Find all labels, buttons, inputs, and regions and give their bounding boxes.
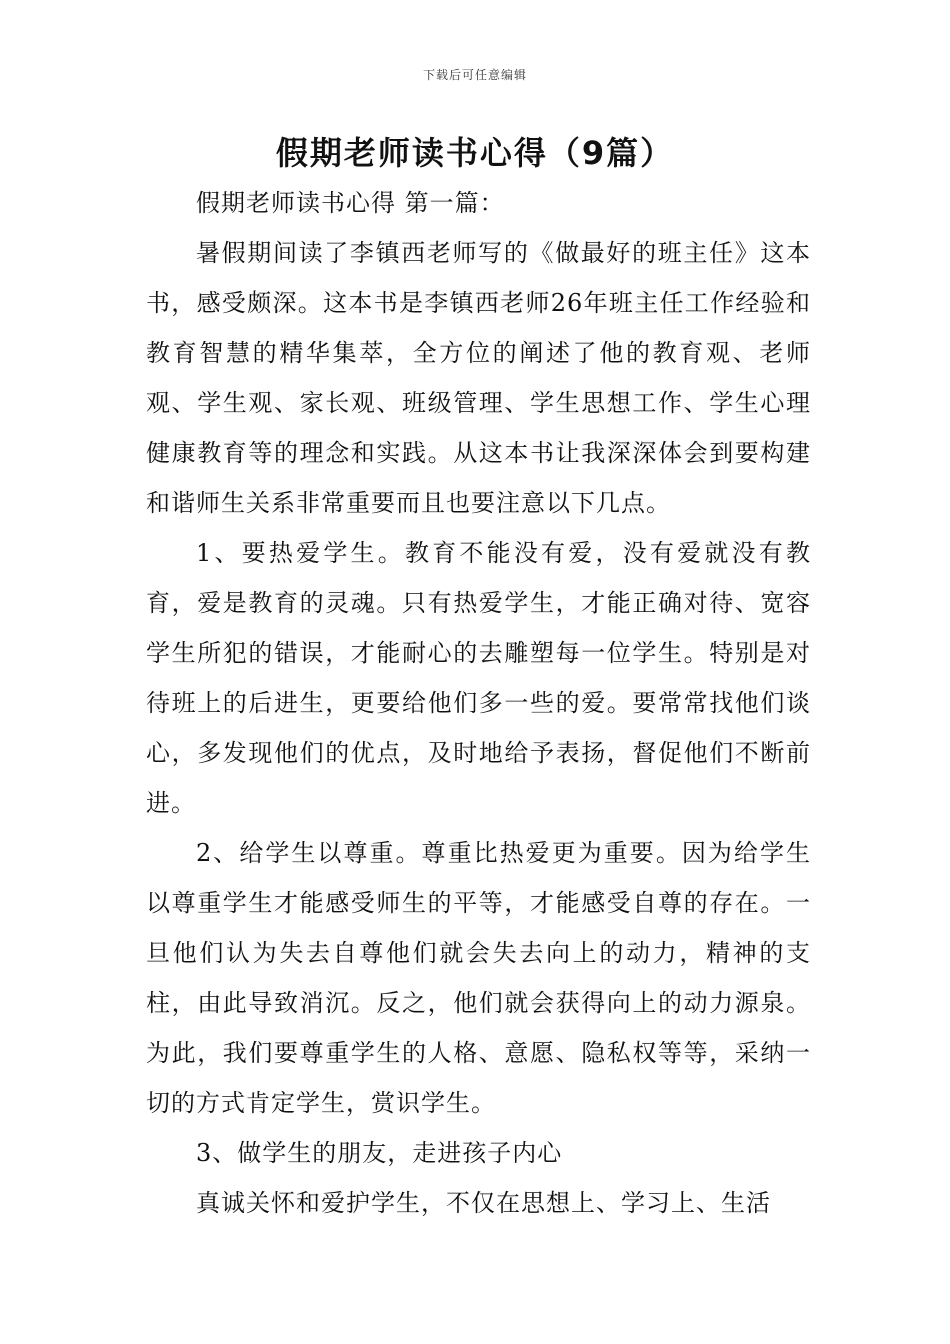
paragraph: 2、给学生以尊重。尊重比热爱更为重要。因为给学生以尊重学生才能感受师生的平等，才能感受自尊的存在。一旦他们认为失去自尊他们就会失去向上的动力，精神的支柱，由此导致消沉。反之，他们就会获得向上的动力源泉。为此，我们要尊重学生的人格、意愿、隐私权等等，采纳一切的方式肯定学生，赏识学生。 [146,839,811,1117]
paragraph: 真诚关怀和爱护学生，不仅在思想上、学习上、生活 [196,1189,771,1217]
document-title: 假期老师读书心得（9篇） [275,134,675,172]
paragraph: 3、做学生的朋友，走进孩子内心 [196,1139,563,1167]
paragraph: 1、要热爱学生。教育不能没有爱，没有爱就没有教育，爱是教育的灵魂。只有热爱学生，才能正确对待、宽容学生所犯的错误，才能耐心的去雕塑每一位学生。特别是对待班上的后进生，更要给他们多一些的爱。要常常找他们谈心，多发现他们的优点，及时地给予表扬，督促他们不断前进。 [146,539,811,817]
document-body [146,178,811,1228]
header-note: 下载后可任意编辑 [422,68,527,82]
paragraph: 暑假期间读了李镇西老师写的《做最好的班主任》这本书，感受颇深。这本书是李镇西老师26年班主任工作经验和教育智慧的精华集萃，全方位的阐述了他的教育观、老师观、学生观、家长观、班级管理、学生思想工作、学生心理健康教育等的理念和实践。从这本书让我深深体会到要构建和谐师生关系非常重要而且也要注意以下几点。 [146,239,811,517]
section-subheading: 假期老师读书心得 第一篇： [196,189,505,217]
